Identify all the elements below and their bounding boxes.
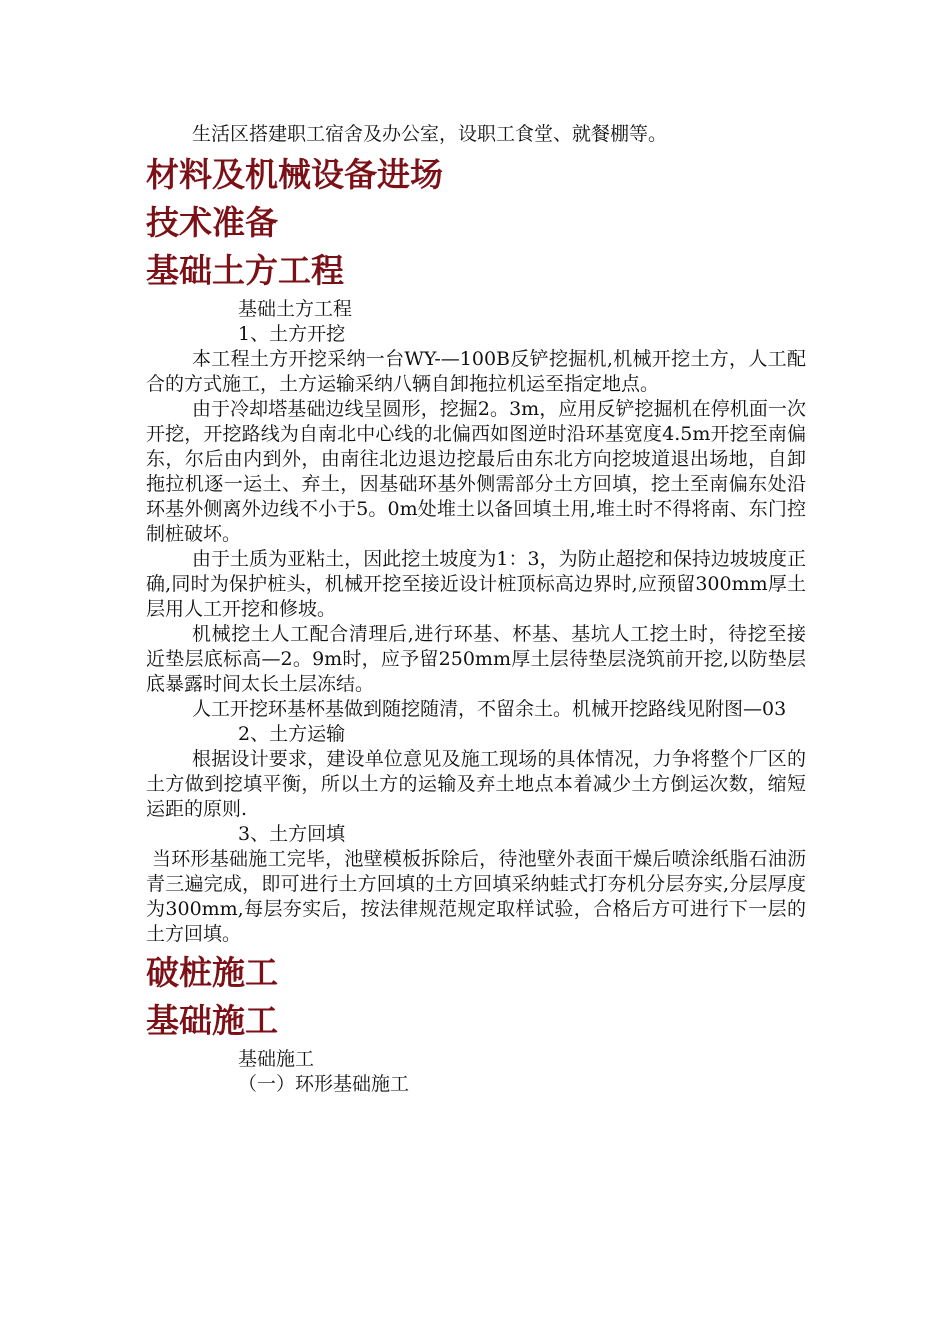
sub-1-title: 1、土方开挖 [238, 323, 346, 345]
paragraph-excavation-5: 人工开挖环基杯基做到随挖随清，不留余土。机械开挖路线见附图—03 [192, 698, 787, 720]
sub-2-title: 2、土方运输 [238, 723, 346, 745]
document-content [146, 122, 806, 1097]
heading-foundation: 基础施工 [146, 1001, 278, 1040]
heading-foundation-earthwork: 基础土方工程 [146, 251, 344, 290]
paragraph-excavation-4: 机械挖土人工配合清理后,进行环基、杯基、基坑人工挖土时，待挖至接近垫层底标高—2。9m时，应予留250mm厚土层待垫层浇筑前开挖,以防垫层底暴露时间太长土层冻结。 [146, 623, 806, 695]
heading-materials: 材料及机械设备进场 [146, 155, 443, 194]
sub-title-earthwork: 基础土方工程 [238, 298, 353, 320]
sub-3-title: 3、土方回填 [238, 823, 346, 845]
paragraph-excavation-3: 由于土质为亚粘土，因此挖土坡度为1：3，为防止超挖和保持边坡坡度正确,同时为保护桩头，机械开挖至接近设计桩顶标高边界时,应预留300mm厚土层用人工开挖和修坡。 [146, 548, 806, 620]
heading-pile-breaking: 破桩施工 [146, 953, 278, 992]
paragraph-excavation-2: 由于冷却塔基础边线呈圆形，挖掘2。3m，应用反铲挖掘机在停机面一次开挖，开挖路线为自南北中心线的北偏西如图逆时沿环基宽度4.5m开挖至南偏东，尔后由内到外，由南往北边退边挖最后由东北方向挖坡道退出场地，自卸拖拉机逐一运土、弃土，因基础环基外侧需部分土方回填，挖土至南偏东处沿环基外侧离外边线不小于5。0m处堆土以备回填土用,堆土时不得将南、东门控制桩破坏。 [146, 398, 806, 545]
sub-title-foundation: 基础施工 [238, 1048, 315, 1070]
intro-paragraph: 生活区搭建职工宿舍及办公室，设职工食堂、就餐棚等。 [192, 123, 668, 145]
sub-foundation-1-title: （一）环形基础施工 [238, 1073, 410, 1095]
paragraph-backfill: 当环形基础施工完毕，池壁模板拆除后，待池壁外表面干燥后喷涂纸脂石油沥青三遍完成，即可进行土方回填的土方回填采纳蛙式打夯机分层夯实,分层厚度为300mm,每层夯实后，按法律规范规定取样试验，合格后方可进行下一层的土方回填。 [146, 848, 806, 945]
paragraph-transport: 根据设计要求，建设单位意见及施工现场的具体情况，力争将整个厂区的土方做到挖填平衡，所以土方的运输及弃土地点本着减少土方倒运次数，缩短运距的原则. [146, 748, 806, 820]
paragraph-excavation-1: 本工程土方开挖采纳一台WY-—100B反铲挖掘机,机械开挖土方，人工配合的方式施工，土方运输采纳八辆自卸拖拉机运至指定地点。 [146, 348, 806, 395]
heading-tech-prep: 技术准备 [146, 203, 278, 242]
